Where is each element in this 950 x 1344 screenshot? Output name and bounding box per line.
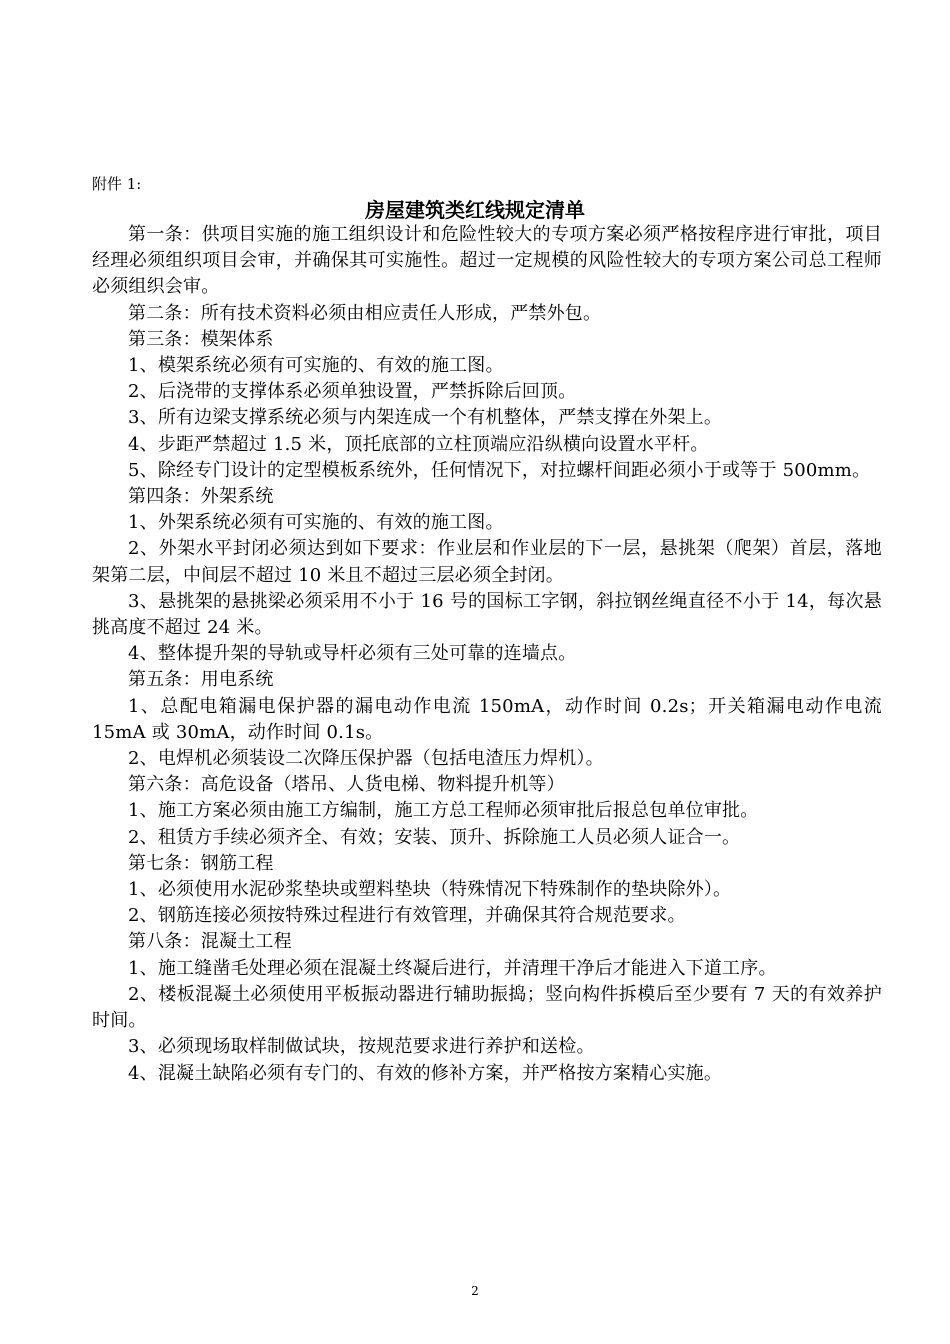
article-8-item-1: 1、施工缝凿毛处理必须在混凝土终凝后进行，并清理干净后才能进入下道工序。 bbox=[128, 957, 777, 979]
article-8-item-3: 3、必须现场取样制做试块，按规范要求进行养护和送检。 bbox=[128, 1036, 595, 1058]
article-3-item-1: 1、模架系统必须有可实施的、有效的施工图。 bbox=[128, 355, 504, 377]
article-1-paragraph: 第一条：供项目实施的施工组织设计和危险性较大的专项方案必须严格按程序进行审批，项目经理必须组织项目会审，并确保其可实施性。超过一定规模的风险性较大的专项方案公司总工程师必须组织会审。 bbox=[92, 224, 882, 298]
article-4-item-4: 4、整体提升架的导轨或导杆必须有三处可靠的连墙点。 bbox=[128, 643, 577, 665]
article-3-item-5: 5、除经专门设计的定型模板系统外，任何情况下，对拉螺杆间距必须小于或等于 500mm。 bbox=[128, 459, 871, 481]
article-7-item-2: 2、钢筋连接必须按特殊过程进行有效管理，并确保其符合规范要求。 bbox=[128, 905, 686, 927]
article-5-heading: 第五条：用电系统 bbox=[128, 669, 274, 691]
article-8-heading: 第八条：混凝土工程 bbox=[128, 931, 292, 953]
document-title: 房屋建筑类红线规定清单 bbox=[365, 198, 585, 222]
article-4-item-1: 1、外架系统必须有可实施的、有效的施工图。 bbox=[128, 512, 504, 534]
article-8-item-2: 2、楼板混凝土必须使用平板振动器进行辅助振捣；竖向构件拆模后至少要有 7 天的有效养护时间。 bbox=[92, 983, 882, 1032]
article-4-item-3: 3、悬挑架的悬挑梁必须采用不小于 16 号的国标工字钢，斜拉钢丝绳直径不小于 14，每次悬挑高度不超过 24 米。 bbox=[92, 590, 882, 639]
article-6-item-2: 2、租赁方手续必须齐全、有效；安装、顶升、拆除施工人员必须人证合一。 bbox=[128, 826, 741, 848]
page-number: 2 bbox=[471, 1284, 479, 1298]
article-5-item-1: 1、总配电箱漏电保护器的漏电动作电流 150mA，动作时间 0.2s；开关箱漏电动作电流 15mA 或 30mA，动作时间 0.1s。 bbox=[92, 695, 882, 743]
article-3-item-4: 4、步距严禁超过 1.5 米，顶托底部的立柱顶端应沿纵横向设置水平杆。 bbox=[128, 433, 709, 455]
article-3-heading: 第三条：模架体系 bbox=[128, 328, 274, 350]
article-4-item-2: 2、外架水平封闭必须达到如下要求：作业层和作业层的下一层，悬挑架（爬架）首层，落地架第二层，中间层不超过 10 米且不超过三层必须全封闭。 bbox=[92, 538, 882, 586]
article-8-item-4: 4、混凝土缺陷必须有专门的、有效的修补方案，并严格按方案精心实施。 bbox=[128, 1062, 723, 1084]
article-5-item-2: 2、电焊机必须装设二次降压保护器（包括电渣压力焊机）。 bbox=[128, 748, 604, 770]
article-3-item-3: 3、所有边梁支撑系统必须与内架连成一个有机整体，严禁支撑在外架上。 bbox=[128, 407, 723, 429]
document-body bbox=[92, 222, 882, 1087]
attachment-label: 附件 1: bbox=[92, 175, 142, 193]
article-7-item-1: 1、必须使用水泥砂浆垫块或塑料垫块（特殊情况下特殊制作的垫块除外）。 bbox=[128, 879, 732, 901]
article-3-item-2: 2、后浇带的支撑体系必须单独设置，严禁拆除后回顶。 bbox=[128, 381, 577, 403]
article-6-heading: 第六条：高危设备（塔吊、人货电梯、物料提升机等） bbox=[128, 774, 565, 796]
article-6-item-1: 1、施工方案必须由施工方编制，施工方总工程师必须审批后报总包单位审批。 bbox=[128, 800, 759, 822]
article-4-heading: 第四条：外架系统 bbox=[128, 486, 274, 508]
article-2-paragraph: 第二条：所有技术资料必须由相应责任人形成，严禁外包。 bbox=[128, 302, 602, 324]
article-7-heading: 第七条：钢筋工程 bbox=[128, 852, 274, 874]
